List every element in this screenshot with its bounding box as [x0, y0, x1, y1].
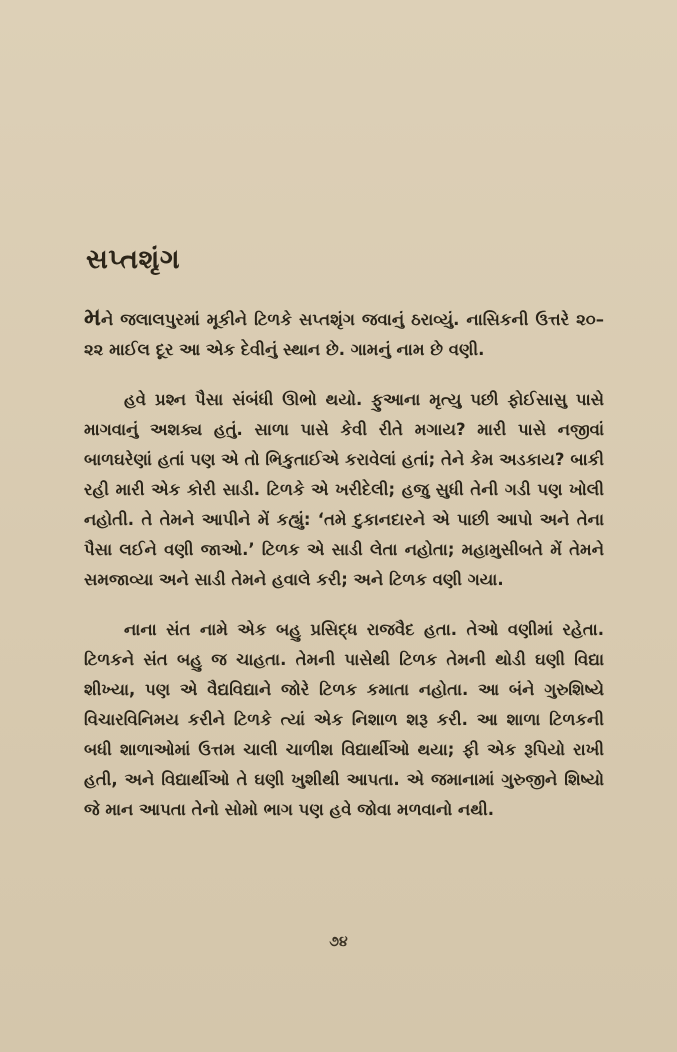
paragraph-2: હવે પ્રશ્ન પૈસા સંબંધી ઊભો થયો. ફુઆના મૃત્યુ પછી ફોઈસાસુ પાસે માગવાનું અશક્ય હતું. સાળા પાસે કેવી રીતે મગાય? મારી પાસે નજીવાં બાળઘરેણાં હતાં પણ એ તો ભિકુતાઈએ કરાવેલાં હતાં; તેને કેમ અડકાય? બાકી રહી મારી એક કોરી સાડી. ટિળકે એ ખરીદેલી; હજુ સુધી તેની ગડી પણ ખોલી નહોતી. તે તેમને આપીને મેં કહ્યું: ‘તમે દુકાનદારને એ પાછી આપો અને તેના પૈસા લઈને વણી જાઓ.’ ટિળક એ સાડી લેતા નહોતા; મહામુસીબતે મેં તેમને સમજાવ્યા અને સાડી તેમને હવાલે કરી; અને ટિળક વણી ગયા. — [84, 390, 604, 589]
chapter-title: સપ્તશૃંગ — [86, 244, 181, 275]
body-text — [84, 302, 604, 845]
paragraph-3: નાના સંત નામે એક બહુ પ્રસિદ્ધ રાજવૈદ હતા. તેઓ વણીમાં રહેતા. ટિળકને સંત બહુ જ ચાહતા. તેમની પાસેથી ટિળક તેમની થોડી ઘણી વિદ્યા શીખ્યા, પણ એ વૈદ્યવિદ્યાને જોરે ટિળક કમાતા નહોતા. આ બંને ગુરુશિષ્યે વિચારવિનિમય કરીને ટિળકે ત્યાં એક નિશાળ શરૂ કરી. આ શાળા ટિળકની બધી શાળાઓમાં ઉત્તમ ચાલી ચાળીશ વિદ્યાર્થીઓ થયા; ફી એક રૂપિયો રાખી હતી, અને વિદ્યાર્થીઓ તે ઘણી ખુશીથી આપતા. એ જમાનામાં ગુરુજીને શિષ્યો જે માન આપતા તેનો સોમો ભાગ પણ હવે જોવા મળવાનો નથી. — [84, 620, 604, 819]
page-number: ૭૪ — [329, 934, 348, 950]
paragraph-1-text: ને જલાલપુરમાં મૂકીને ટિળકે સપ્તશૃંગ જવાનું ઠરાવ્યું. નાસિકની ઉત્તરે ૨૦–૨૨ માઈલ દૂર આ એક દેવીનું સ્થાન છે. ગામનું નામ છે વણી. — [84, 310, 604, 359]
paragraph-1 — [84, 302, 604, 365]
drop-cap: મ — [84, 303, 101, 331]
